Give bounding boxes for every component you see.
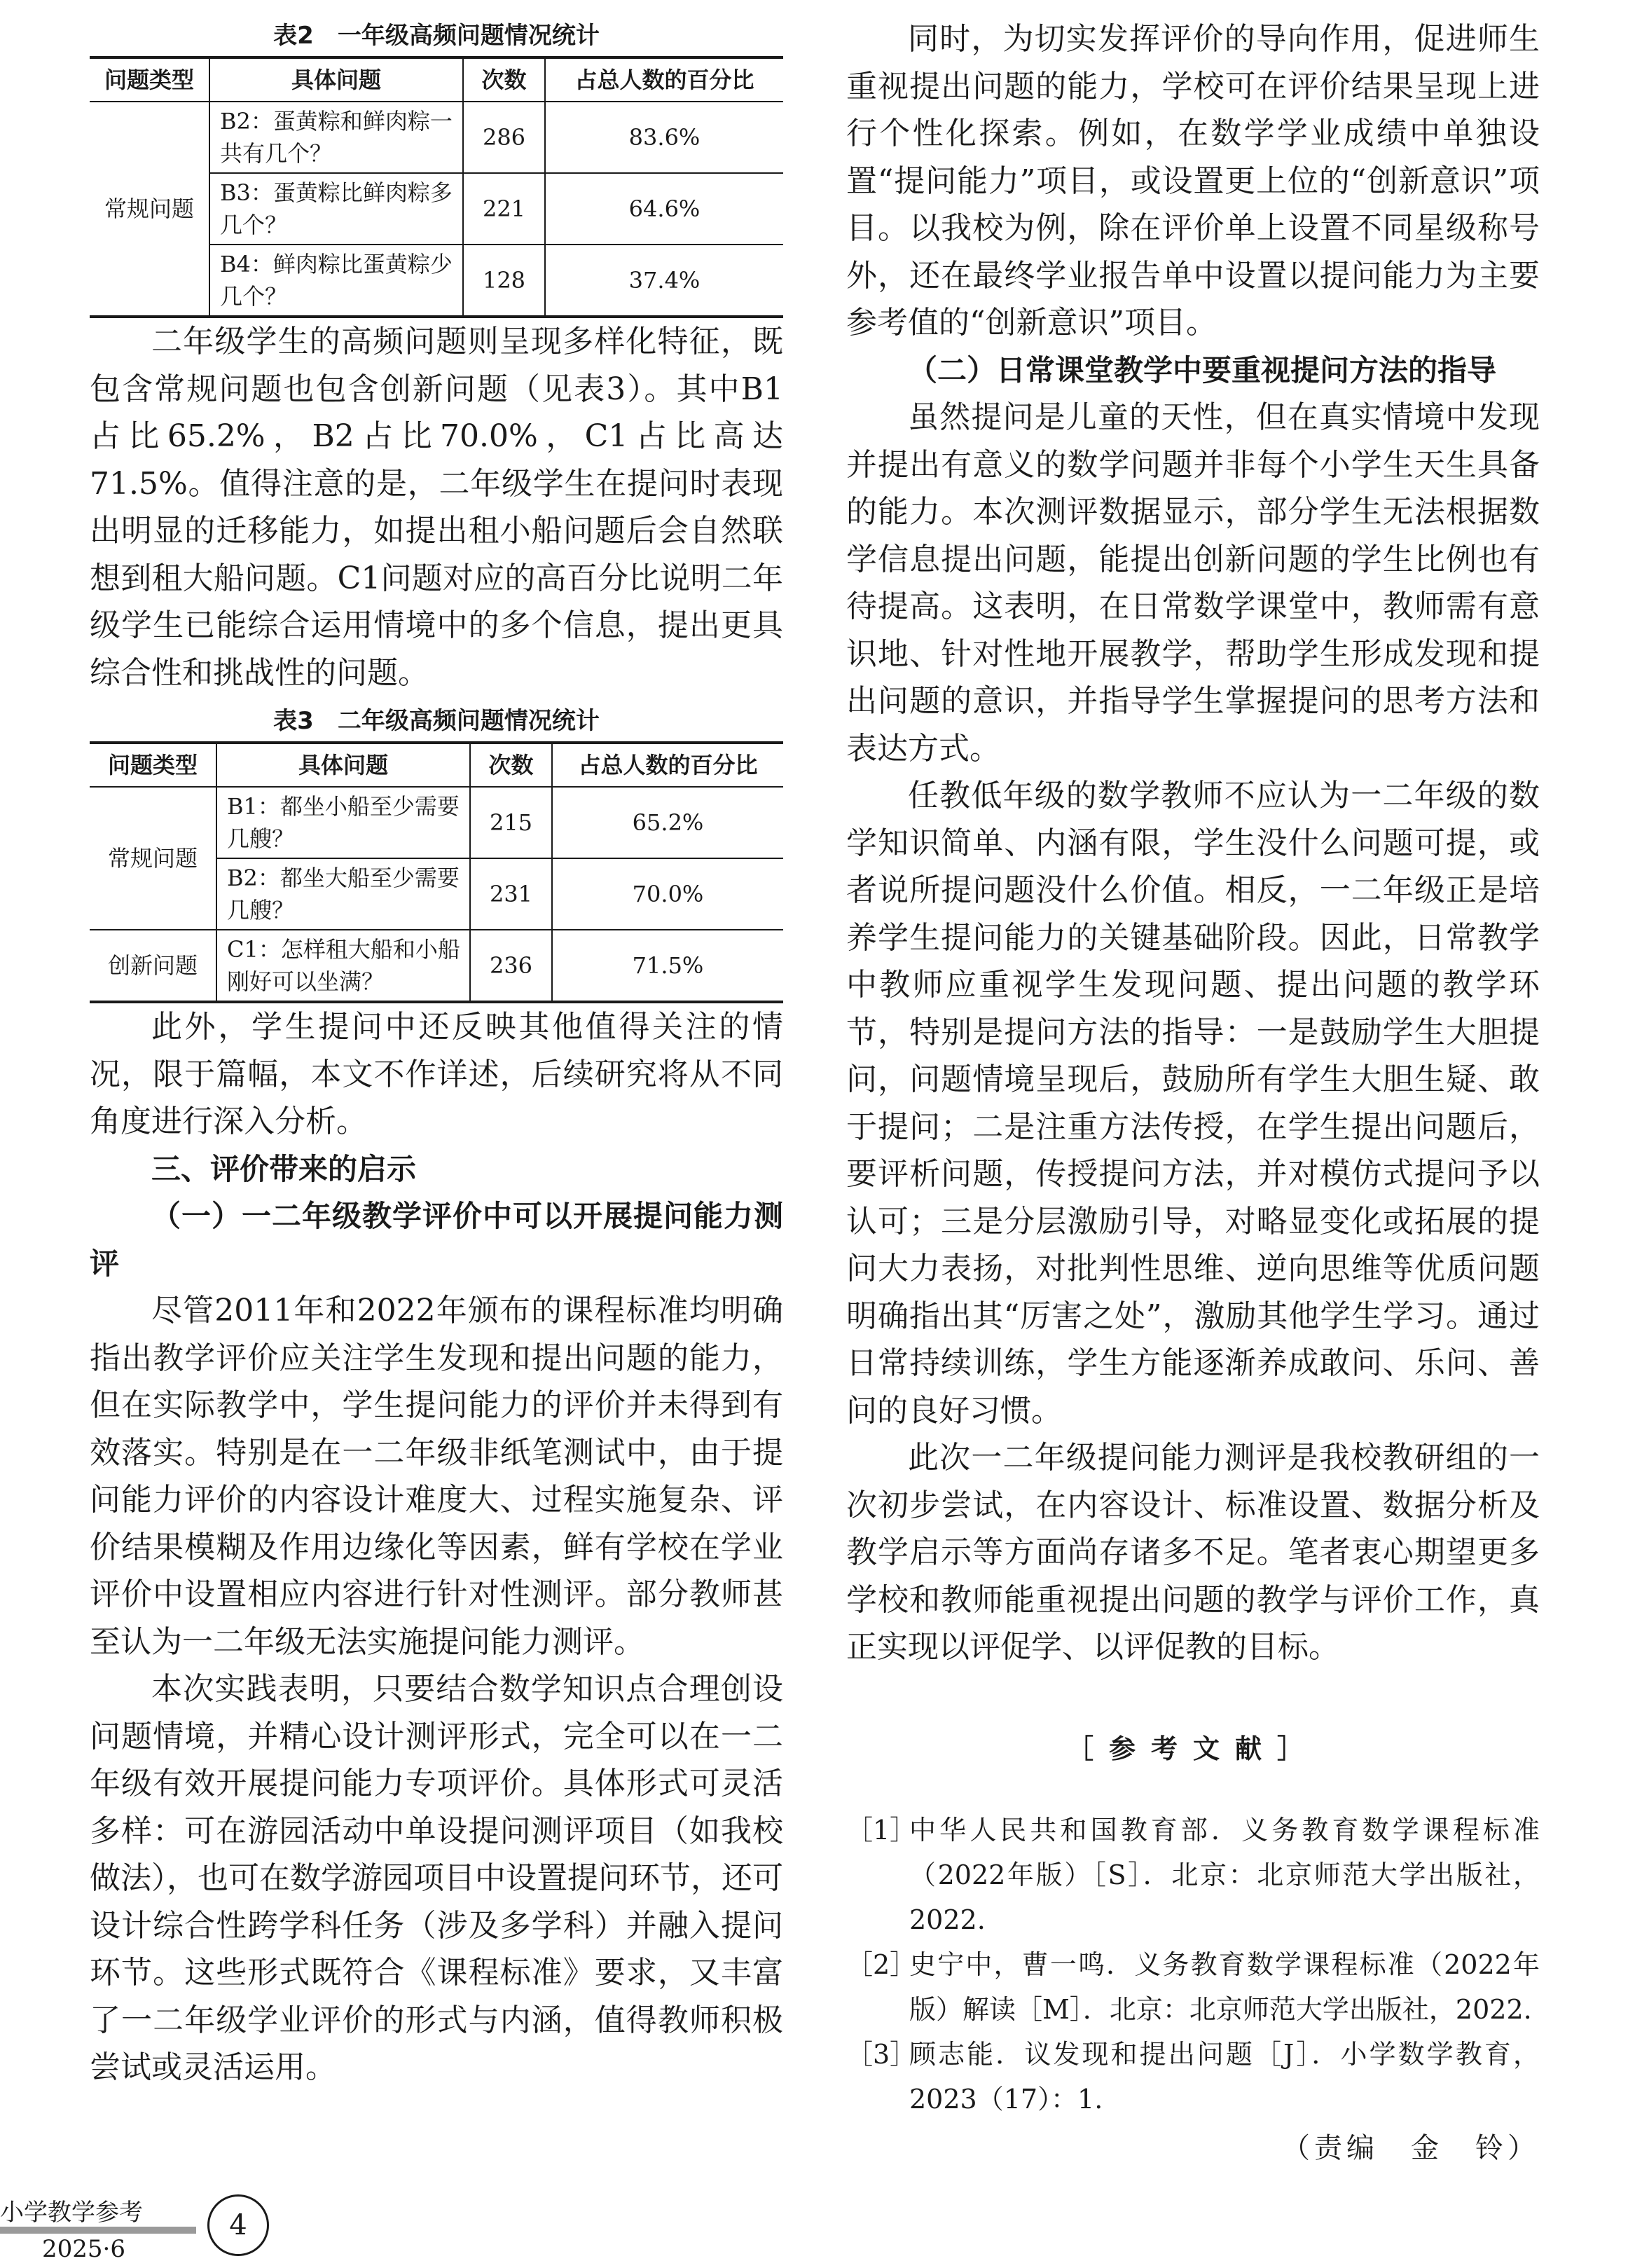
editor-note: （责编 金 铃） bbox=[1282, 2131, 1540, 2164]
table-header: 次数 bbox=[470, 743, 552, 787]
reference-number: ［1］ bbox=[846, 1814, 917, 1846]
subsection-heading: （一）一二年级教学评价中可以开展提问能力测评 bbox=[90, 1199, 783, 1281]
table3 bbox=[90, 741, 783, 1003]
problem-type-cell: 常规问题 bbox=[90, 787, 216, 930]
footer-rule bbox=[0, 2227, 196, 2234]
paragraph: 虽然提问是儿童的天性，但在真实情境中发现并提出有意义的数学问题并非每个小学生天生具备的能力。本次测评数据显示，部分学生无法根据数学信息提出问题，能提出创新问题的学生比例也有待提高。这表明，在日常数学课堂中，教师需有意识地、针对性地开展教学，帮助学生形成发现和提出问题的意识，并指导学生掌握提问的思考方法和表达方式。 bbox=[846, 399, 1540, 767]
table-header: 次数 bbox=[463, 57, 545, 102]
reference-text: 史宁中，曹一鸣．义务教育数学课程标准（2022年版）解读［M］．北京：北京师范大学出版社，2022. bbox=[909, 1949, 1540, 2025]
percent-cell: 83.6% bbox=[545, 102, 783, 173]
reference-number: ［3］ bbox=[846, 2038, 917, 2070]
percent-cell: 70.0% bbox=[552, 858, 783, 930]
count-cell: 221 bbox=[463, 173, 545, 245]
problem-type-cell: 常规问题 bbox=[90, 102, 209, 317]
left-column bbox=[90, 15, 783, 2091]
page-number: 4 bbox=[207, 2194, 269, 2256]
reference-item bbox=[846, 1808, 1540, 1942]
table-header: 占总人数的百分比 bbox=[552, 743, 783, 787]
table-header: 占总人数的百分比 bbox=[545, 57, 783, 102]
percent-cell: 37.4% bbox=[545, 245, 783, 317]
reference-item bbox=[846, 2032, 1540, 2122]
paragraph: 本次实践表明，只要结合数学知识点合理创设问题情境，并精心设计测评形式，完全可以在一二年级有效开展提问能力专项评价。具体形式可灵活多样：可在游园活动中单设提问测评项目（如我校做法），也可在数学游园项目中设置提问环节，还可设计综合性跨学科任务（涉及多学科）并融入提问环节。这些形式既符合《课程标准》要求，又丰富了一二年级学业评价的形式与内涵，值得教师积极尝试或灵活运用。 bbox=[90, 1671, 783, 2085]
problem-type-cell: 创新问题 bbox=[90, 930, 216, 1002]
question-cell: B1：都坐小船至少需要几艘？ bbox=[216, 787, 470, 858]
count-cell: 215 bbox=[470, 787, 552, 858]
count-cell: 128 bbox=[463, 245, 545, 317]
page-footer bbox=[0, 2193, 294, 2268]
paragraph: 此次一二年级提问能力测评是我校教研组的一次初步尝试，在内容设计、标准设置、数据分析及教学启示等方面尚存诸多不足。笔者衷心期望更多学校和教师能重视提出问题的教学与评价工作，真正实现以评促学、以评促教的目标。 bbox=[846, 1440, 1540, 1665]
table2 bbox=[90, 56, 783, 318]
paragraph: 二年级学生的高频问题则呈现多样化特征，既包含常规问题也包含创新问题（见表3）。其中B1占比65.2%，B2占比70.0%，C1占比高达71.5%。值得注意的是，二年级学生在提问时表现出明显的迁移能力，如提出租小船问题后会自然联想到租大船问题。C1问题对应的高百分比说明二年级学生已能综合运用情境中的多个信息，提出更具综合性和挑战性的问题。 bbox=[90, 324, 783, 691]
table2-caption: 表2 一年级高频问题情况统计 bbox=[273, 22, 600, 50]
count-cell: 286 bbox=[463, 102, 545, 173]
reference-number: ［2］ bbox=[846, 1949, 917, 1980]
table-row bbox=[90, 102, 783, 173]
question-cell: B2：蛋黄粽和鲜肉粽一共有几个？ bbox=[209, 102, 463, 173]
reference-item bbox=[846, 1942, 1540, 2032]
percent-cell: 65.2% bbox=[552, 787, 783, 858]
paragraph: 同时，为切实发挥评价的导向作用，促进师生重视提出问题的能力，学校可在评价结果呈现上进行个性化探索。例如，在数学学业成绩中单独设置“提问能力”项目，或设置更上位的“创新意识”项目。以我校为例，除在评价单上设置不同星级称号外，还在最终学业报告单中设置以提问能力为主要参考值的“创新意识”项目。 bbox=[846, 21, 1540, 341]
table-header: 问题类型 bbox=[90, 743, 216, 787]
section-heading: 三、评价带来的启示 bbox=[151, 1151, 417, 1186]
question-cell: B3：蛋黄粽比鲜肉粽多几个？ bbox=[209, 173, 463, 245]
table3-caption: 表3 二年级高频问题情况统计 bbox=[273, 707, 600, 735]
reference-text: 中华人民共和国教育部．义务教育数学课程标准（2022年版）［S］．北京：北京师范大学出版社，2022. bbox=[909, 1814, 1540, 1935]
table-header: 具体问题 bbox=[216, 743, 470, 787]
journal-name: 小学教学参考 bbox=[0, 2199, 143, 2227]
table-header: 问题类型 bbox=[90, 57, 209, 102]
table-header: 具体问题 bbox=[209, 57, 463, 102]
issue-date: 2025·6 bbox=[42, 2235, 125, 2263]
paragraph: 尽管2011年和2022年颁布的课程标准均明确指出教学评价应关注学生发现和提出问题的能力，但在实际教学中，学生提问能力的评价并未得到有效落实。特别是在一二年级非纸笔测试中，由于提问能力评价的内容设计难度大、过程实施复杂、评价结果模糊及作用边缘化等因素，鲜有学校在学业评价中设置相应内容进行针对性测评。部分教师甚至认为一二年级无法实施提问能力测评。 bbox=[90, 1293, 783, 1660]
table-header-row bbox=[90, 57, 783, 102]
paragraph: 此外，学生提问中还反映其他值得关注的情况，限于篇幅，本文不作详述，后续研究将从不同角度进行深入分析。 bbox=[90, 1009, 783, 1139]
percent-cell: 64.6% bbox=[545, 173, 783, 245]
count-cell: 236 bbox=[470, 930, 552, 1002]
question-cell: B2：都坐大船至少需要几艘？ bbox=[216, 858, 470, 930]
reference-text: 顾志能．议发现和提出问题［J］．小学数学教育，2023（17）：1. bbox=[909, 2038, 1540, 2115]
paragraph: 任教低年级的数学教师不应认为一二年级的数学知识简单、内涵有限，学生没什么问题可提，或者说所提问题没什么价值。相反，一二年级正是培养学生提问能力的关键基础阶段。因此，日常教学中教师应重视学生发现问题、提出问题的教学环节，特别是提问方法的指导：一是鼓励学生大胆提问，问题情境呈现后，鼓励所有学生大胆生疑、敢于提问；二是注重方法传授，在学生提出问题后，要评析问题，传授提问方法，并对模仿式提问予以认可；三是分层激励引导，对略显变化或拓展的提问大力表扬，对批判性思维、逆向思维等优质问题明确指出其“厉害之处”，激励其他学生学习。通过日常持续训练，学生方能逐渐养成敢问、乐问、善问的良好习惯。 bbox=[846, 778, 1540, 1429]
references-title: ［参考文献］ bbox=[1066, 1733, 1319, 1764]
right-column bbox=[846, 15, 1540, 2166]
table-row bbox=[90, 787, 783, 858]
question-cell: C1：怎样租大船和小船刚好可以坐满？ bbox=[216, 930, 470, 1002]
count-cell: 231 bbox=[470, 858, 552, 930]
table-row bbox=[90, 930, 783, 1002]
percent-cell: 71.5% bbox=[552, 930, 783, 1002]
question-cell: B4：鲜肉粽比蛋黄粽少几个？ bbox=[209, 245, 463, 317]
subsection-heading: （二）日常课堂教学中要重视提问方法的指导 bbox=[908, 352, 1497, 387]
table-header-row bbox=[90, 743, 783, 787]
